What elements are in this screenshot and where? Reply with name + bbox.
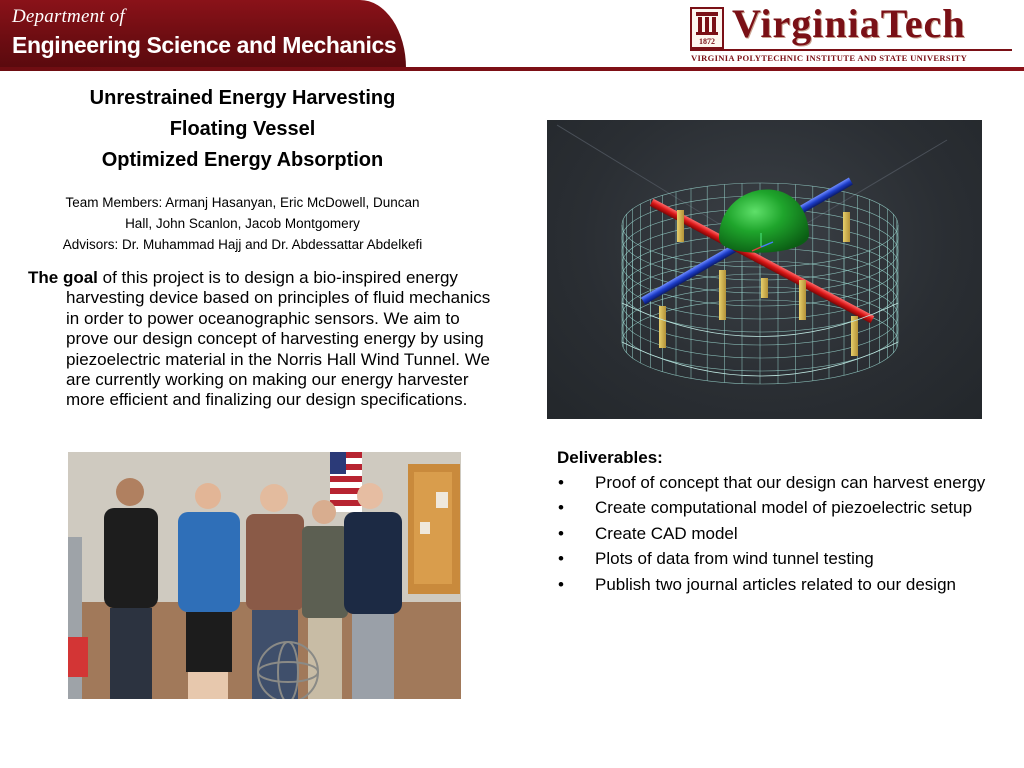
header-rule: [0, 67, 1024, 71]
title-line-3: Optimized Energy Absorption: [101, 149, 384, 171]
team-info: [20, 192, 465, 255]
deliverable-text: Publish two journal articles related to our design: [595, 574, 956, 594]
deliverable-item: [557, 524, 997, 544]
poster-title: [20, 83, 465, 176]
title-line-1: Unrestrained Energy Harvesting: [89, 87, 396, 109]
seal-year: 1872: [699, 37, 715, 46]
bullet-icon: •: [558, 549, 564, 569]
department-name: Engineering Science and Mechanics: [12, 32, 397, 58]
goal-lead: The goal: [28, 268, 98, 287]
deliverable-text: Plots of data from wind tunnel testing: [595, 549, 874, 569]
cad-model-render: [547, 120, 982, 419]
deliverable-text: Create computational model of piezoelectric setup: [595, 498, 973, 518]
bullet-icon: •: [558, 574, 564, 594]
vt-seal-logo: [690, 7, 724, 49]
bullet-icon: •: [558, 523, 564, 543]
department-banner: [0, 0, 406, 68]
deliverables-list: [557, 473, 997, 595]
wordmark-rule: [690, 49, 1012, 51]
deliverable-text: Create CAD model: [595, 523, 738, 543]
department-label: Department of: [12, 6, 125, 27]
goal-text: of this project is to design a bio-inspired energy harvesting device based on principles of fluid mechanics in order to power oceanographic sensors. We aim to prove our design concept of harvesting energy by using piezoelectric material in the Norris Hall Wind Tunnel. We are currently working on making our energy harvester more efficient and finalizing our design specifications.: [66, 268, 491, 410]
deliverable-item: [557, 575, 997, 595]
team-members-line-1: Team Members: Armanj Hasanyan, Eric McDowell, Duncan: [65, 195, 420, 210]
bullet-icon: •: [558, 498, 564, 518]
university-full-name: VIRGINIA POLYTECHNIC INSTITUTE AND STATE UNIVERSITY: [691, 53, 968, 63]
deliverables-heading: Deliverables:: [557, 448, 663, 467]
title-line-2: Floating Vessel: [169, 118, 316, 140]
deliverable-item: [557, 498, 997, 518]
virginia-tech-wordmark: VirginiaTech: [732, 1, 966, 46]
deliverable-text: Proof of concept that our design can harvest energy: [595, 473, 986, 492]
deliverable-item: [557, 473, 997, 493]
team-members-line-2: Hall, John Scanlon, Jacob Montgomery: [125, 216, 360, 231]
advisors-line: Advisors: Dr. Muhammad Hajj and Dr. Abdessattar Abdelkefi: [62, 237, 423, 252]
deliverables-section: [557, 447, 997, 600]
goal-paragraph: [28, 268, 494, 411]
bullet-icon: •: [558, 473, 564, 492]
deliverable-item: [557, 549, 997, 569]
team-photo: [68, 452, 461, 699]
